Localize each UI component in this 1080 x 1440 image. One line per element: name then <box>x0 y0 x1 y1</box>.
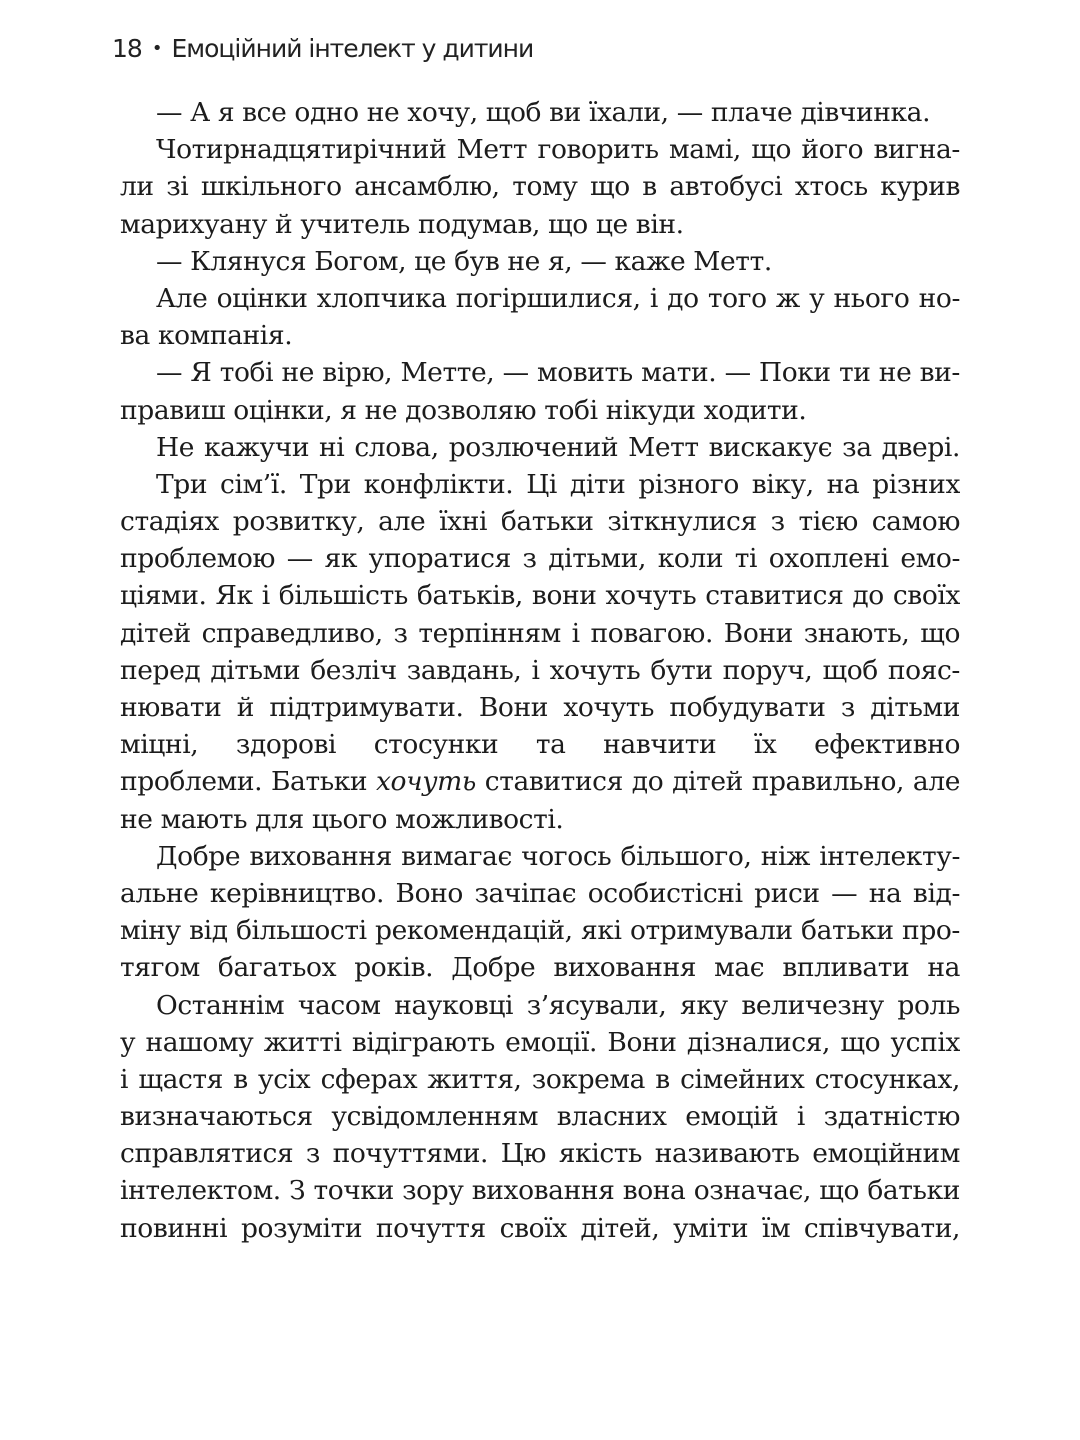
text-line: у нашому житті відіграють емоції. Вони дізналися, що успіх <box>120 1026 960 1058</box>
running-header <box>112 34 533 63</box>
text-line: проблемою — як упоратися з дітьми, коли ті охоплені емо- <box>120 543 960 575</box>
text-line: Чотирнадцятирічний Метт говорить мамі, що його вигна- <box>156 134 960 166</box>
text-line-part: ставитися до дітей правильно, але <box>475 766 960 798</box>
text-line: — Клянуся Богом, це був не я, — каже Метт. <box>156 245 772 277</box>
text-line: міцні, здорові стосунки та навчити їх ефективно <box>120 729 960 761</box>
text-line: нювати й підтримувати. Вони хочуть побудувати з дітьми <box>120 692 960 723</box>
text-line: марихуану й учитель подумав, що це він. <box>120 208 684 240</box>
text-line: Але оцінки хлопчика погіршилися, і до того ж у нього но- <box>156 282 960 314</box>
text-line: справлятися з почуттями. Цю якість називають емоційним <box>120 1138 960 1170</box>
text-line-part: тягом багатьох років. Добре виховання має впливати на <box>120 952 960 984</box>
text-line: не мають для цього можливості. <box>120 803 564 835</box>
text-line: стадіях розвитку, але їхні батьки зіткнулися з тією самою <box>120 506 960 538</box>
page-number: 18 <box>112 34 142 63</box>
text-line: ціями. Як і більшість батьків, вони хочуть ставитися до своїх <box>120 580 960 612</box>
text-line: міну від більшості рекомендацій, які отримували батьки про- <box>120 915 960 947</box>
bullet-separator: • <box>151 38 162 59</box>
emphasis-text: хочуть <box>376 766 476 798</box>
text-line: ли зі шкільного ансамблю, тому що в автобусі хтось курив <box>120 171 960 203</box>
text-line: — А я все одно не хочу, щоб ви їхали, — плаче дівчинка. <box>156 97 931 128</box>
text-line: — Я тобі не вірю, Метте, — мовить мати. — Поки ти не ви- <box>156 357 960 389</box>
text-line: Останнім часом науковці з’ясували, яку величезну роль <box>156 989 960 1021</box>
text-line <box>120 949 960 986</box>
text-line: повинні розуміти почуття своїх дітей, уміти їм співчувати, <box>120 1212 960 1244</box>
text-line: Не кажучи ні слова, розлючений Метт вискакує за двері. <box>156 431 960 463</box>
text-line: альне керівництво. Воно зачіпає особистісні риси — на від- <box>120 877 960 909</box>
body-text <box>120 94 960 1247</box>
text-line: визначаються усвідомленням власних емоцій і здатністю <box>120 1101 960 1133</box>
text-line: і щастя в усіх сферах життя, зокрема в сімейних стосунках, <box>120 1063 960 1095</box>
text-line: перед дітьми безліч завдань, і хочуть бути поруч, щоб пояс- <box>120 654 960 686</box>
book-title: Емоційний інтелект у дитини <box>171 34 534 63</box>
text-line: дітей справедливо, з терпінням і повагою. Вони знають, що <box>120 617 960 649</box>
text-line <box>120 763 960 800</box>
text-line: Добре виховання вимагає чогось більшого, ніж інтелекту- <box>156 840 960 872</box>
text-line: правиш оцінки, я не дозволяю тобі нікуди ходити. <box>120 394 807 426</box>
text-line: ва компанія. <box>120 320 293 352</box>
text-line-part: проблеми. Батьки <box>120 766 377 798</box>
text-line: Три сім’ї. Три конфлікти. Ці діти різного віку, на різних <box>156 468 960 500</box>
text-line: інтелектом. З точки зору виховання вона означає, що батьки <box>120 1175 960 1207</box>
